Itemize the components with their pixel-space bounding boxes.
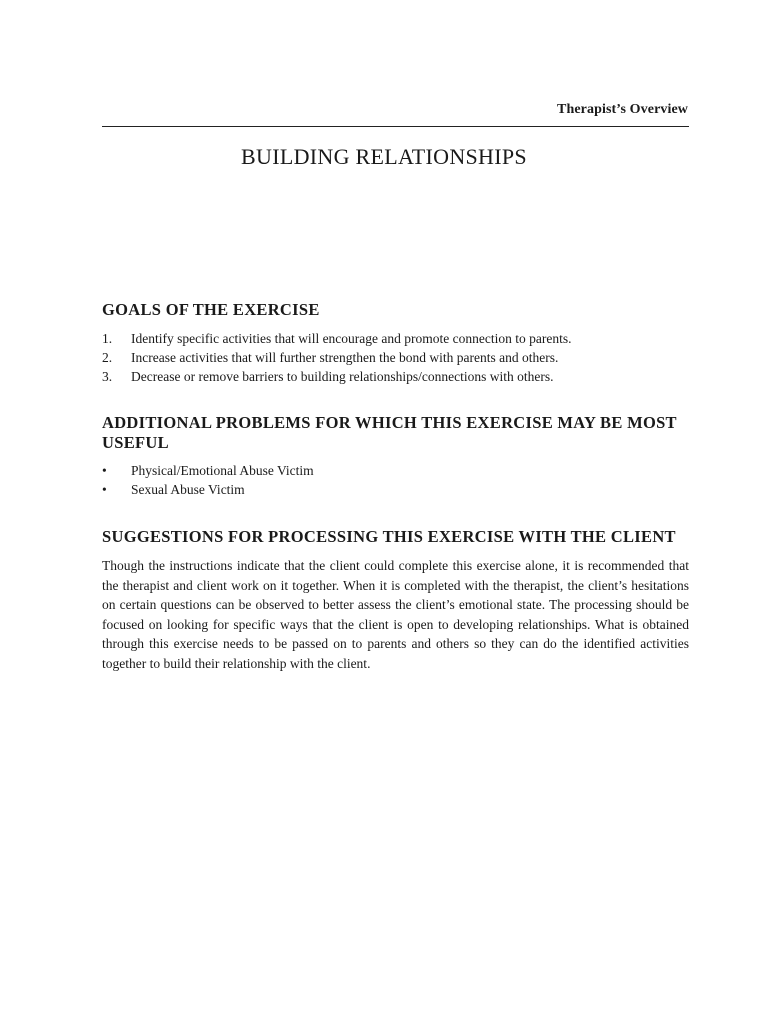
- goal-text: Identify specific activities that will encourage and promote connection to parents.: [131, 331, 572, 346]
- problem-item: [102, 461, 689, 480]
- goals-list: [102, 329, 689, 386]
- suggestions-paragraph: Though the instructions indicate that the client could complete this exercise alone, it is recommended that the therapist and client work on it together. When it is completed with the therapist, the client’s hesitations on certain questions can be observed to better assess the client’s emotional state. The processing should be focused on looking for specific ways that the client is open to developing relationships. What is obtained through this exercise needs to be passed on to parents and others so they can do the identified activities together to build their relationship with the client.: [102, 558, 689, 671]
- goal-item: [102, 348, 689, 367]
- running-head: Therapist’s Overview: [557, 102, 688, 117]
- header-rule: [102, 126, 689, 127]
- bullet-icon: •: [102, 463, 107, 478]
- problem-item: [102, 480, 689, 499]
- additional-problems-heading: ADDITIONAL PROBLEMS FOR WHICH THIS EXERCISE MAY BE MOST USEFUL: [102, 413, 677, 452]
- bullet-icon: •: [102, 482, 107, 497]
- page-title: BUILDING RELATIONSHIPS: [241, 144, 527, 169]
- problem-text: Physical/Emotional Abuse Victim: [131, 463, 314, 478]
- main-content: [102, 300, 689, 673]
- suggestions-section: [102, 527, 689, 673]
- goal-number: 1.: [102, 331, 113, 346]
- additional-problems-section: [102, 413, 689, 499]
- goal-text: Increase activities that will further strengthen the bond with parents and others.: [131, 350, 559, 365]
- goal-number: 3.: [102, 369, 113, 384]
- problem-text: Sexual Abuse Victim: [131, 482, 245, 497]
- goal-item: [102, 367, 689, 386]
- goals-heading: GOALS OF THE EXERCISE: [102, 300, 320, 319]
- goal-number: 2.: [102, 350, 113, 365]
- suggestions-heading: SUGGESTIONS FOR PROCESSING THIS EXERCISE WITH THE CLIENT: [102, 527, 676, 546]
- goal-item: [102, 329, 689, 348]
- problems-list: [102, 461, 689, 499]
- goal-text: Decrease or remove barriers to building relationships/connections with others.: [131, 369, 554, 384]
- goals-section: [102, 300, 689, 386]
